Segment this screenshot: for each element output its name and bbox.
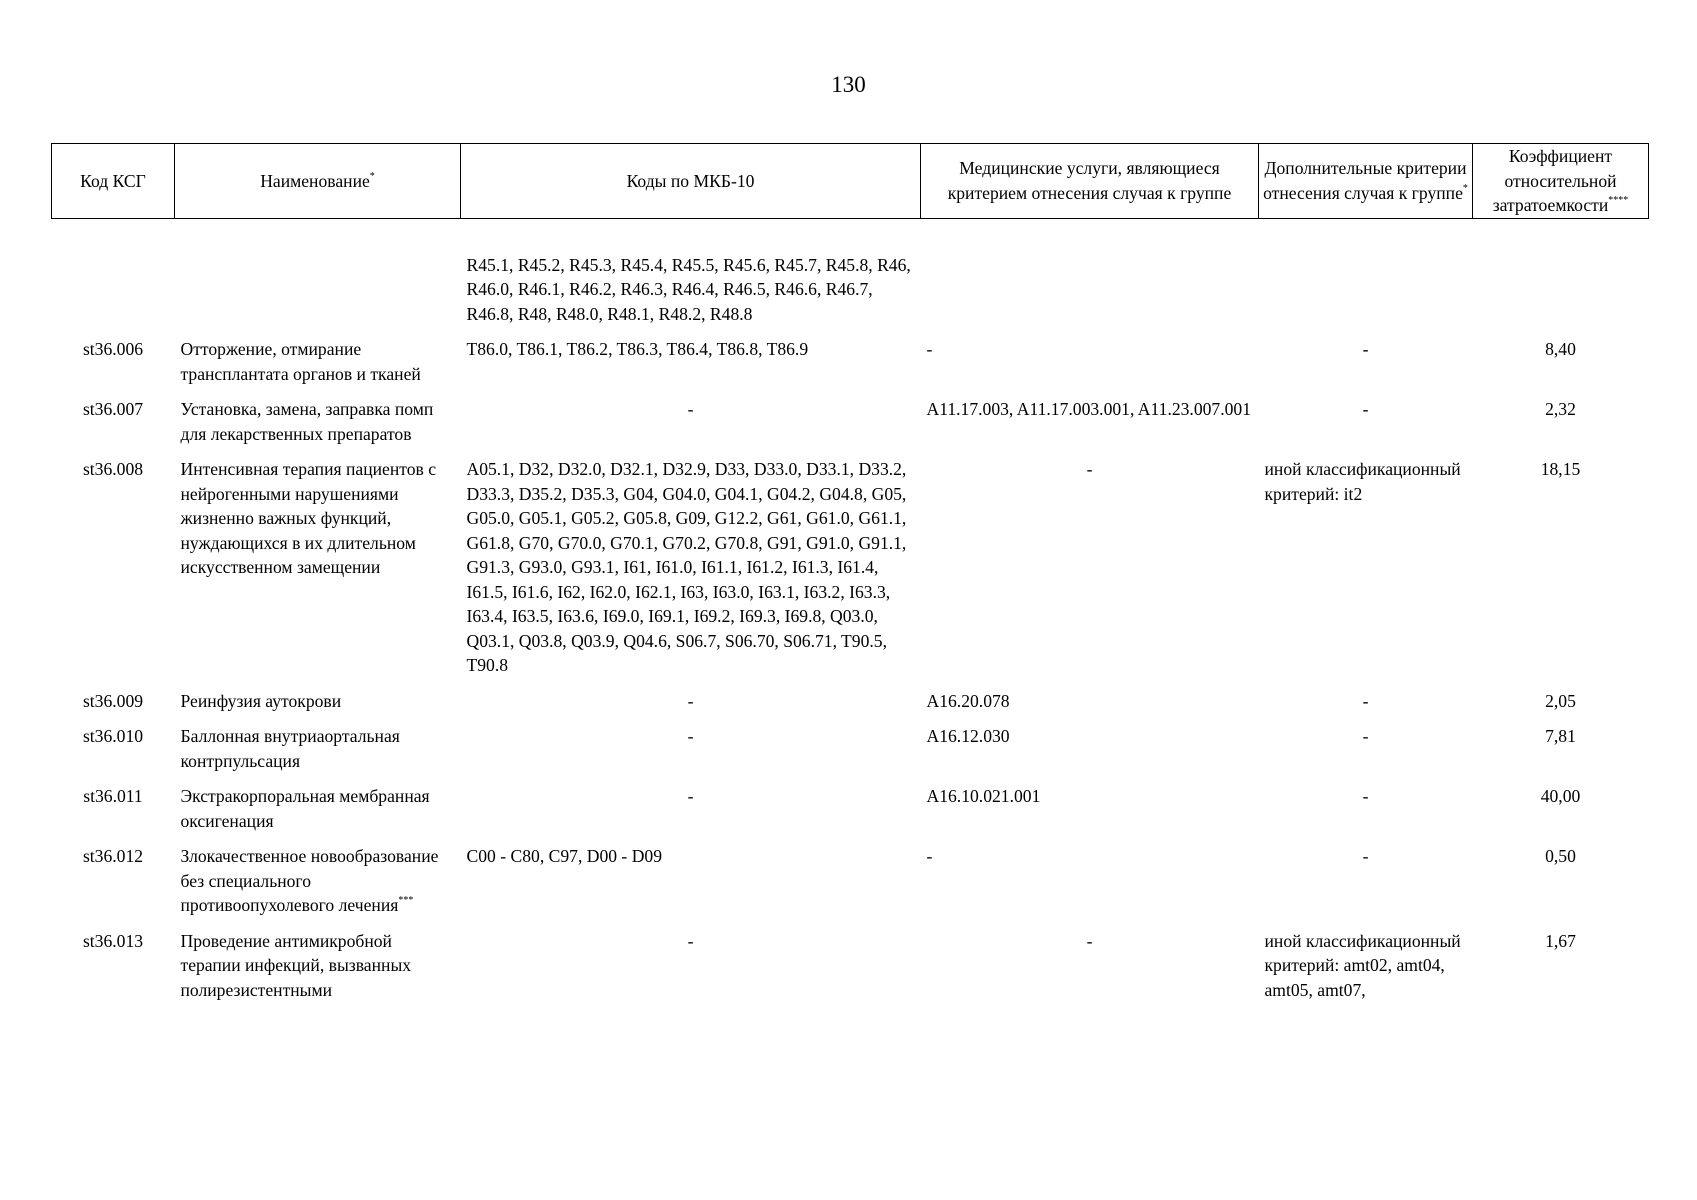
cell-name: Интенсивная терапия пациентов с нейрогенными нарушениями жизненно важных функций, нуждающихся в их длительном искусственном замещении — [180, 459, 437, 577]
footnote-mark: *** — [398, 895, 414, 906]
cell-icd-codes: C00 - C80, C97, D00 - D09 — [466, 846, 662, 866]
cell-code: st36.012 — [82, 846, 144, 866]
footnote-mark: * — [369, 170, 375, 182]
table-row — [52, 218, 1649, 335]
cell-name: Реинфузия аутокрови — [180, 690, 342, 711]
header-name: Наименование* — [175, 144, 461, 219]
cell-icd-codes: - — [687, 399, 694, 419]
cell-services: - — [926, 339, 933, 359]
table-row — [52, 335, 1649, 395]
cell-name: Отторжение, отмирание трансплантата органов и тканей — [180, 339, 421, 384]
cell-name: Баллонная внутриаортальная контрпульсация — [180, 726, 400, 771]
cell-code: st36.007 — [82, 399, 144, 419]
footnote-mark: * — [1462, 182, 1468, 194]
cell-coefficient: 7,81 — [1545, 726, 1576, 746]
cell-extra-criteria — [1259, 218, 1473, 335]
ksg-table — [51, 143, 1649, 1011]
cell-name: Злокачественное новообразование без специального противоопухолевого лечения*** — [180, 846, 439, 915]
header-extra-criteria: Дополнительные критерии отнесения случая к группе* — [1259, 144, 1473, 219]
page-number: 130 — [831, 72, 866, 97]
table-row — [52, 927, 1649, 1012]
cell-extra-criteria: - — [1362, 726, 1369, 746]
footnote-mark: **** — [1608, 195, 1629, 206]
cell-code — [52, 218, 175, 335]
cell-services: A16.20.078 — [926, 690, 1010, 711]
cell-code: st36.006 — [82, 339, 144, 359]
cell-coefficient: 0,50 — [1545, 846, 1576, 866]
cell-extra-criteria: - — [1362, 846, 1369, 866]
cell-coefficient: 18,15 — [1540, 459, 1581, 479]
cell-services — [921, 218, 1259, 335]
table-body — [52, 218, 1649, 1011]
cell-code: st36.008 — [82, 459, 144, 479]
cell-code: st36.011 — [83, 786, 143, 806]
cell-services: - — [926, 846, 933, 866]
cell-services: A16.10.021.001 — [926, 786, 1041, 806]
cell-extra-criteria: - — [1362, 399, 1369, 419]
cell-code: st36.009 — [82, 690, 144, 711]
cell-icd-codes: - — [687, 930, 694, 951]
cell-code: st36.010 — [82, 726, 144, 746]
cell-coefficient — [1473, 218, 1649, 335]
header-services: Медицинские услуги, являющиеся критерием отнесения случая к группе — [921, 144, 1259, 219]
cell-coefficient: 1,67 — [1545, 930, 1576, 951]
table-row — [52, 455, 1649, 687]
cell-services: - — [1086, 459, 1093, 479]
cell-coefficient: 2,32 — [1545, 399, 1576, 419]
table-header-row — [52, 144, 1649, 219]
cell-extra-criteria: иной классификационный критерий: it2 — [1264, 459, 1461, 504]
table-row — [52, 722, 1649, 782]
cell-icd-codes: A05.1, D32, D32.0, D32.1, D32.9, D33, D33.0, D33.1, D33.2, D33.3, D35.2, D35.3, G04, G04.0, G04.1, G04.2, G04.8, G05, G05.0, G05.1, G05.2, G05.8, G09, G12.2, G61, G61.0, G61.1, G61.8, G70, G70.0, G70.1, G70.2, G70.8, G91, G91.0, G91.1, G91.3, G93.0, G93.1, I61, I61.0, I61.1, I61.2, I61.3, I61.4, I61.5, I61.6, I62, I62.0, I62.1, I63, I63.0, I63.1, I63.2, I63.3, I63.4, I63.5, I63.6, I69.0, I69.1, I69.2, I69.3, I69.8, Q03.0, Q03.1, Q03.8, Q03.9, Q04.6, S06.7, S06.70, S06.71, T90.5, T90.8 — [466, 459, 907, 675]
cell-extra-criteria: иной классификационный критерий: amt02, amt04, amt05, amt07, — [1264, 930, 1461, 1000]
cell-coefficient: 8,40 — [1545, 339, 1576, 359]
cell-extra-criteria: - — [1362, 339, 1369, 359]
cell-icd-codes: - — [687, 690, 694, 711]
table-row — [52, 687, 1649, 723]
cell-extra-criteria: - — [1362, 786, 1369, 806]
header-code: Код КСГ — [52, 144, 175, 219]
cell-name: Проведение антимикробной терапии инфекций, вызванных полирезистентными — [180, 930, 412, 1000]
table-row — [52, 782, 1649, 842]
cell-icd-codes: - — [687, 726, 694, 746]
cell-coefficient: 40,00 — [1540, 786, 1581, 806]
cell-icd-codes: T86.0, T86.1, T86.2, T86.3, T86.4, T86.8, T86.9 — [466, 339, 809, 359]
table-row — [52, 842, 1649, 927]
cell-icd-codes: R45.1, R45.2, R45.3, R45.4, R45.5, R45.6, R45.7, R45.8, R46, R46.0, R46.1, R46.2, R46.3, R46.4, R46.5, R46.6, R46.7, R46.8, R48, R48.0, R48.1, R48.2, R48.8 — [466, 254, 911, 324]
table-row — [52, 395, 1649, 455]
cell-services: - — [1086, 930, 1093, 951]
cell-coefficient: 2,05 — [1545, 690, 1576, 711]
cell-name: Установка, замена, заправка помп для лекарственных препаратов — [180, 399, 434, 444]
cell-services: A16.12.030 — [926, 726, 1010, 746]
cell-extra-criteria: - — [1362, 690, 1369, 711]
cell-services: A11.17.003, A11.17.003.001, A11.23.007.001 — [926, 399, 1252, 419]
cell-code: st36.013 — [82, 930, 144, 951]
header-icd: Коды по МКБ-10 — [461, 144, 921, 219]
cell-name — [175, 218, 461, 335]
header-coefficient: Коэффициент относительной затратоемкости**** — [1473, 144, 1649, 219]
cell-icd-codes: - — [687, 786, 694, 806]
cell-name: Экстракорпоральная мембранная оксигенация — [180, 786, 430, 831]
